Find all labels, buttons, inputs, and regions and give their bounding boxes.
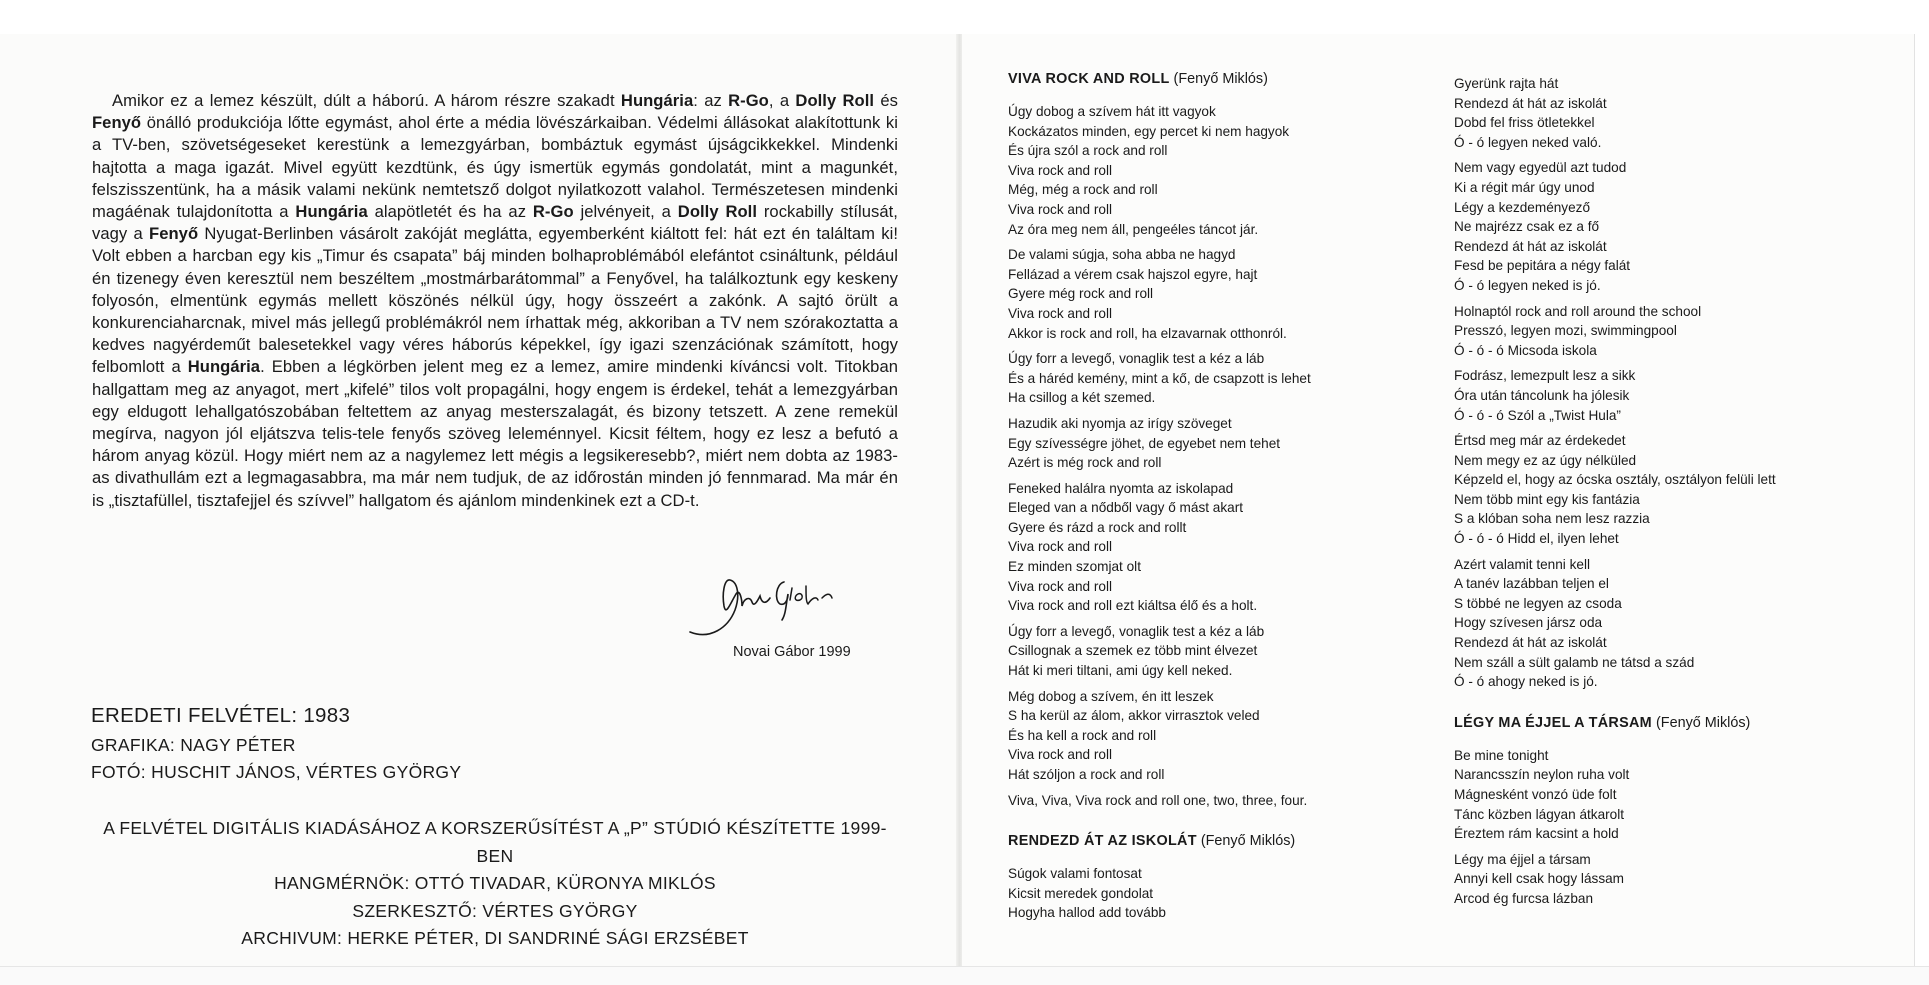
stanza: [1008, 622, 1408, 681]
band-name: Dolly Roll: [677, 202, 757, 222]
lyric-line: Úgy forr a levegő, vonaglik test a kéz a láb: [1008, 623, 1265, 639]
studio-line: A FELVÉTEL DIGITÁLIS KIADÁSÁHOZ A KORSZERŰSÍTÉST A „P” STÚDIÓ KÉSZÍTETTE 1999-BEN: [103, 818, 887, 866]
stanza: [1454, 746, 1874, 844]
lyric-line: Még, még a rock and roll: [1008, 182, 1158, 198]
intro-text: , a: [768, 91, 796, 110]
lyric-line: Be mine tonight: [1454, 747, 1549, 763]
stanza: [1008, 349, 1408, 408]
lyric-line: Ez minden szomjat olt: [1008, 559, 1141, 575]
band-name: Hungária: [295, 202, 368, 222]
intro-paragraph: [92, 90, 898, 512]
song: [1008, 70, 1408, 810]
song: [1454, 74, 1874, 692]
lyric-line: De valami súgja, soha abba ne hagyd: [1008, 247, 1236, 263]
lyric-line: Hát ki meri tiltani, ami úgy kell neked.: [1008, 663, 1233, 679]
band-name: Hungária: [187, 357, 261, 377]
scan-bottom-edge: [0, 966, 1929, 985]
stanza: [1008, 791, 1408, 811]
lyric-line: Csillognak a szemek ez több mint élvezet: [1008, 643, 1258, 659]
lyric-line: És újra szól a rock and roll: [1008, 143, 1168, 159]
stanza: [1008, 479, 1408, 616]
song-title: RENDEZD ÁT AZ ISKOLÁT: [1008, 833, 1197, 850]
lyric-line: Képzeld el, hogy az ócska osztály, osztályon felüli lett: [1454, 472, 1776, 488]
stanza: [1454, 850, 1874, 909]
credits-block: [91, 702, 461, 786]
lyric-line: Ó - ó - ó Hidd el, ilyen lehet: [1454, 531, 1619, 547]
lyric-line: Légy ma éjjel a társam: [1454, 851, 1591, 867]
lyric-line: A tanév lazábban teljen el: [1454, 576, 1609, 592]
lyric-line: Ó - ó - ó Szól a „Twist Hula”: [1454, 407, 1621, 423]
lyric-line: Azért valamit tenni kell: [1454, 556, 1590, 572]
lyric-line: Ne majrézz csak ez a fő: [1454, 219, 1600, 235]
lyric-line: Az óra meg nem áll, pengeéles táncot jár.: [1008, 221, 1259, 237]
lyric-line: Viva rock and roll: [1008, 539, 1113, 555]
editor-line: SZERKESZTŐ: VÉRTES GYÖRGY: [352, 900, 638, 921]
lyric-line: Azért is még rock and roll: [1008, 455, 1162, 471]
lyric-line: Feneked halálra nyomta az iskolapad: [1008, 480, 1234, 496]
lyric-line: Értsd meg már az érdekedet: [1454, 433, 1626, 449]
lyric-line: Ki a régit már úgy unod: [1454, 179, 1595, 195]
lyric-line: Annyi kell csak hogy lássam: [1454, 871, 1624, 887]
intro-text: alapötletét és ha az: [367, 202, 533, 222]
band-name: R-Go: [532, 202, 574, 222]
lyric-line: Óra után táncolunk ha jólesik: [1454, 387, 1630, 403]
lyric-line: Légy a kezdeményező: [1454, 199, 1591, 215]
lyric-line: Fellázad a vérem csak hajszol egyre, hajt: [1008, 266, 1258, 282]
song: [1008, 832, 1408, 923]
lyric-line: Nem vagy egyedül azt tudod: [1454, 160, 1627, 176]
lyric-line: Egy szívességre jöhet, de egyebet nem tehet: [1008, 435, 1281, 451]
lyric-line: Ha csillog a két szemed.: [1008, 390, 1156, 406]
lyric-line: Presszó, legyen mozi, swimmingpool: [1454, 323, 1677, 339]
lyric-line: Ó - ó legyen neked is jó.: [1454, 277, 1601, 293]
lyric-line: Fodrász, lemezpult lesz a sikk: [1454, 368, 1636, 384]
band-name: Dolly Roll: [795, 91, 875, 110]
song-credit: (Fenyő Miklós): [1196, 833, 1296, 850]
lyric-line: Gyerünk rajta hát: [1454, 76, 1559, 91]
lyrics-column-left: [1008, 70, 1408, 929]
intro-text: : az: [693, 91, 729, 110]
song-title: VIVA ROCK AND ROLL: [1008, 71, 1170, 87]
photo-credit: FOTÓ: HUSCHIT JÁNOS, VÉRTES GYÖRGY: [91, 762, 462, 782]
lyric-line: Éreztem rám kacsint a hold: [1454, 826, 1619, 842]
lyric-line: Úgy forr a levegő, vonaglik test a kéz a láb: [1008, 351, 1265, 367]
song: [1454, 714, 1874, 909]
lyric-line: Arcod ég furcsa lázban: [1454, 890, 1594, 906]
stanza: [1454, 74, 1874, 152]
stanza: [1008, 687, 1408, 785]
lyric-line: Nem megy ez az úgy nélküled: [1454, 452, 1637, 468]
lyric-line: Holnaptól rock and roll around the school: [1454, 303, 1702, 319]
intro-text: és: [874, 91, 898, 110]
lyric-line: Rendezd át hát az iskolát: [1454, 238, 1607, 254]
lyric-line: Nem több mint egy kis fantázia: [1454, 491, 1640, 507]
signature-image: [680, 570, 870, 645]
lyric-line: Kockázatos minden, egy percet ki nem hagyok: [1008, 123, 1290, 139]
intro-text: Amikor ez a lemez készült, dúlt a háború. A három részre szakadt: [112, 91, 621, 110]
song-heading: [1008, 70, 1408, 89]
lyric-line: Hazudik aki nyomja az irígy szöveget: [1008, 415, 1232, 431]
song-title: LÉGY MA ÉJJEL A TÁRSAM: [1454, 714, 1652, 731]
band-name: Fenyő: [149, 224, 199, 244]
song-heading: [1008, 832, 1408, 851]
stanza: [1008, 245, 1408, 343]
stanza: [1008, 864, 1408, 923]
band-name: Fenyő: [92, 113, 142, 133]
intro-text: jelvényeit, a: [573, 202, 678, 222]
lyric-line: S a klóban soha nem lesz razzia: [1454, 511, 1650, 527]
lyric-line: Fesd be pepitára a négy falát: [1454, 258, 1631, 274]
lyric-line: Akkor is rock and roll, ha elzavarnak otthonról.: [1008, 325, 1287, 341]
song-credit: (Fenyő Miklós): [1651, 714, 1751, 731]
lyric-line: Viva rock and roll: [1008, 162, 1113, 178]
lyric-line: Viva, Viva, Viva rock and roll one, two, three, four.: [1008, 792, 1308, 808]
intro-text: rockabilly stílusát, vagy a: [92, 202, 898, 244]
lyric-line: S többé ne legyen az csoda: [1454, 595, 1622, 611]
lyric-line: Mágnesként vonzó üde folt: [1454, 787, 1617, 802]
intro-text: . Ebben a légkörben jelent meg ez a lemez, amire mindenki kíváncsi volt. Titokban hallgattam meg az anyagot, mert „kifelé” tilos volt propagálni, hogy engem is érdekel, tehát a lemezgyárban egy eldugott lehallgatószobában feltettem az anyag mesterszalagát, és bizony tetszett. A zene remekül megírva, nagyon jól eljátszva telis-tele fenyős szöveg leleménnyel. Kicsit féltem, hogy ez lesz a befutó a három anyag közül. Hogy miért nem az a nagylemez lett mégis a legsikeresebb?, miért nem dobta az 1983-as divathullám ezt a legmagasabbra, ma már nem tudjuk, de az időrostán minden jó fennmarad. Ma már én is „tisztafüllel, tisztafejjel és szívvel” hallgatom és ajánlom mindenkinek ezt a CD-t.: [92, 357, 899, 510]
lyric-line: Kicsit meredek gondolat: [1008, 885, 1154, 901]
stanza: [1454, 366, 1874, 425]
stanza: [1454, 302, 1874, 361]
lyric-line: Gyere még rock and roll: [1008, 286, 1154, 302]
stanza: [1454, 431, 1874, 549]
lyric-line: Súgok valami fontosat: [1008, 866, 1142, 882]
lyric-line: Narancsszín neylon ruha volt: [1454, 767, 1630, 783]
lyric-line: Viva rock and roll: [1008, 201, 1113, 217]
lyric-line: Ó - ó legyen neked való.: [1454, 134, 1602, 150]
lyric-line: Viva rock and roll: [1008, 747, 1113, 763]
lyric-line: Tánc közben lágyan átkarolt: [1454, 806, 1625, 822]
lyric-line: Dobd fel friss ötletekkel: [1454, 115, 1595, 131]
band-name: R-Go: [728, 91, 769, 110]
lyric-line: Eleged van a nődből vagy ő mást akart: [1008, 500, 1244, 516]
song-credit: (Fenyő Miklós): [1169, 71, 1268, 87]
lyric-line: Viva rock and roll: [1008, 578, 1113, 594]
lyric-line: Ó - ó ahogy neked is jó.: [1454, 674, 1598, 690]
lyric-line: Hát szóljon a rock and roll: [1008, 767, 1165, 782]
song-gap: [1008, 816, 1408, 832]
studio-credits: [90, 815, 900, 953]
graphics-credit: GRAFIKA: NAGY PÉTER: [91, 735, 296, 755]
stanza: [1454, 555, 1874, 692]
archive-line: ARCHIVUM: HERKE PÉTER, DI SANDRINÉ SÁGI ERZSÉBET: [241, 928, 749, 948]
band-name: Hungária: [620, 91, 694, 110]
lyric-line: Még dobog a szívem, én itt leszek: [1008, 688, 1214, 704]
lyric-line: Hogyha hallod add tovább: [1008, 905, 1166, 921]
lyric-line: Gyere és rázd a rock and rollt: [1008, 519, 1187, 535]
lyric-line: S ha kerül az álom, akkor virrasztok veled: [1008, 708, 1260, 724]
stanza: [1008, 102, 1408, 239]
song-gap: [1454, 698, 1874, 714]
stanza: [1008, 414, 1408, 473]
lyric-line: Ó - ó - ó Micsoda iskola: [1454, 342, 1597, 358]
lyric-line: És ha kell a rock and roll: [1008, 727, 1157, 743]
intro-text: önálló produkciója lőtte egymást, ahol érte a média lövészárkaiban. Védelmi állásokat alakítottunk ki a TV-ben, szövetségeseket kerestünk a lemezgyárban, bombáztuk egymást újságcikkekkel. Mindenki hajtotta a maga igazát. Mivel együtt kezdtünk, és úgy ismertük egymás gondolatát, mint a magunkét, felszisszentünk, ha a másik valami nekünk nemtetsző dolgot nyilatkozott valahol. Természetesen mindenki magáénak tulajdonította a: [92, 113, 898, 222]
lyric-line: Viva rock and roll ezt kiáltsa élő és a holt.: [1008, 598, 1258, 614]
lyric-line: Úgy dobog a szívem hát itt vagyok: [1008, 104, 1216, 119]
lyric-line: Rendezd át hát az iskolát: [1454, 95, 1607, 111]
song-heading: [1454, 714, 1874, 733]
lyric-line: Rendezd át hát az iskolát: [1454, 635, 1607, 651]
engineer-line: HANGMÉRNÖK: OTTÓ TIVADAR, KÜRONYA MIKLÓS: [274, 873, 716, 893]
stanza: [1454, 158, 1874, 295]
lyric-line: Viva rock and roll: [1008, 305, 1113, 321]
recording-year: EREDETI FELVÉTEL: 1983: [91, 704, 351, 727]
lyrics-column-right: [1454, 74, 1874, 915]
lyric-line: Hogy szívesen jársz oda: [1454, 615, 1603, 631]
lyric-line: Nem száll a sült galamb ne tátsd a szád: [1454, 654, 1695, 670]
intro-text: Nyugat-Berlinben vásárolt zakóját meglátta, egyemberként kiáltott fel: hát ezt én találtam ki! Volt ebben a harcban egy kis „Timur és csapata” báj minden bolhaproblémából elefántot csináltunk, például én tizenegy éven keresztül nem beszéltem „mostmárbarátommal” a Fenyővel, ha találkoztunk egy keskeny folyosón, elmentünk egymás mellett köszönés nélkül úgy, hogy összeért a zakónk. A sajtó örült a konkurenciaharcnak, mivel más jellegű problémákról nem írhattak még, akkoriban a TV nem szórakoztatta a kedves nagyérdeműt balesetekkel vagy véres háborús képekkel, így igazi szenzációnak számított, hogy felbomlott a: [92, 224, 898, 377]
lyric-line: És a háréd kemény, mint a kő, de csapzott is lehet: [1008, 370, 1311, 386]
signer-caption: Novai Gábor 1999: [733, 644, 851, 660]
